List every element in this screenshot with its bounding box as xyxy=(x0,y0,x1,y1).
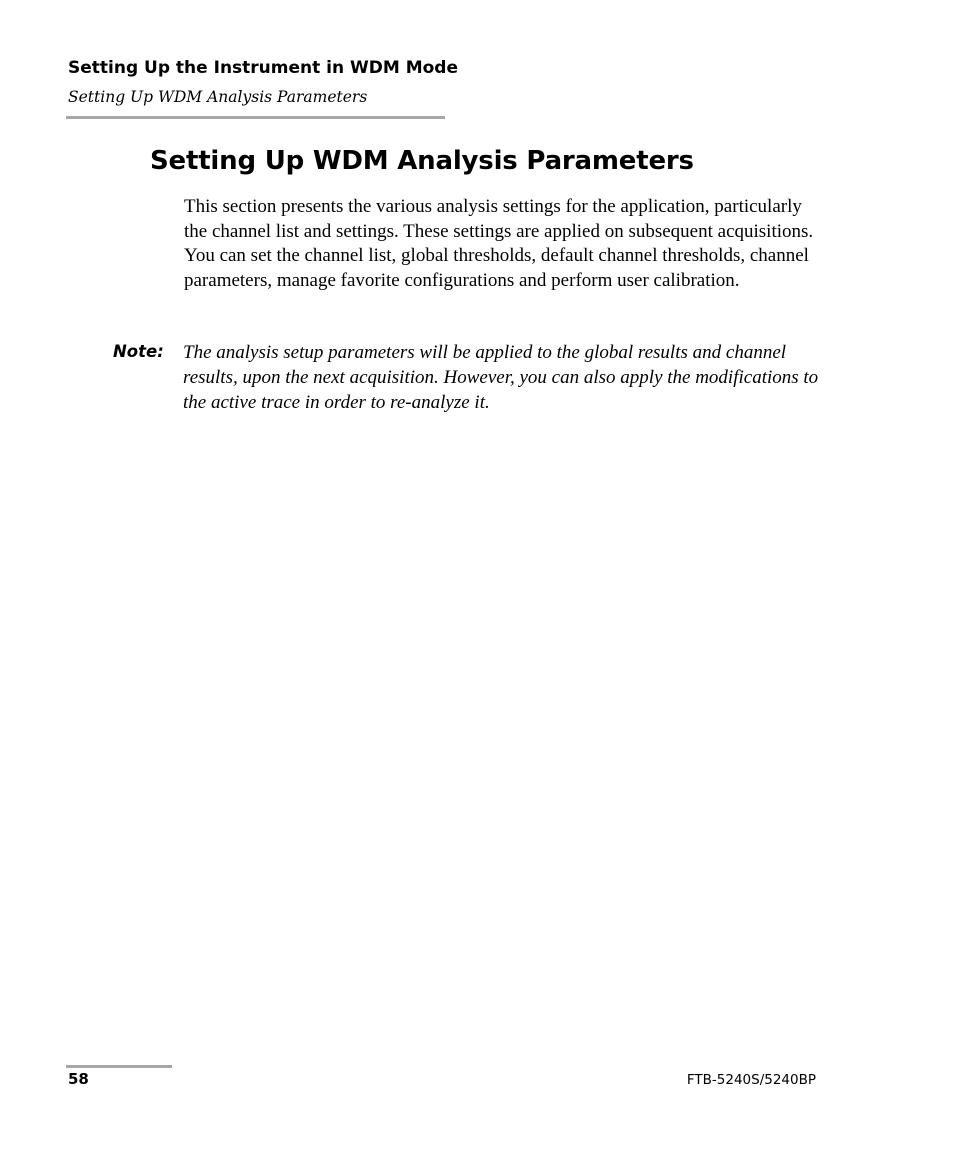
note-text: The analysis setup parameters will be applied to the global results and channel results, upon the next acquisition. However, you can also apply the modifications to the active trace in order to re-analyze it. xyxy=(183,342,819,413)
page-number: 58 xyxy=(68,1070,89,1088)
header-divider xyxy=(66,116,445,119)
note-label: Note: xyxy=(113,342,164,361)
product-name: FTB-5240S/5240BP xyxy=(686,1072,816,1088)
page-title: Setting Up WDM Analysis Parameters xyxy=(150,146,694,176)
running-header-section: Setting Up WDM Analysis Parameters xyxy=(68,88,368,106)
running-header-chapter: Setting Up the Instrument in WDM Mode xyxy=(68,58,459,78)
footer-divider xyxy=(66,1065,172,1068)
intro-paragraph: This section presents the various analysis settings for the application, particularly the channel list and settings. These settings are applied on subsequent acquisitions. You can set the channel list, global thresholds, default channel thresholds, channel parameters, manage favorite configurations and perform user calibration. xyxy=(184,196,814,291)
